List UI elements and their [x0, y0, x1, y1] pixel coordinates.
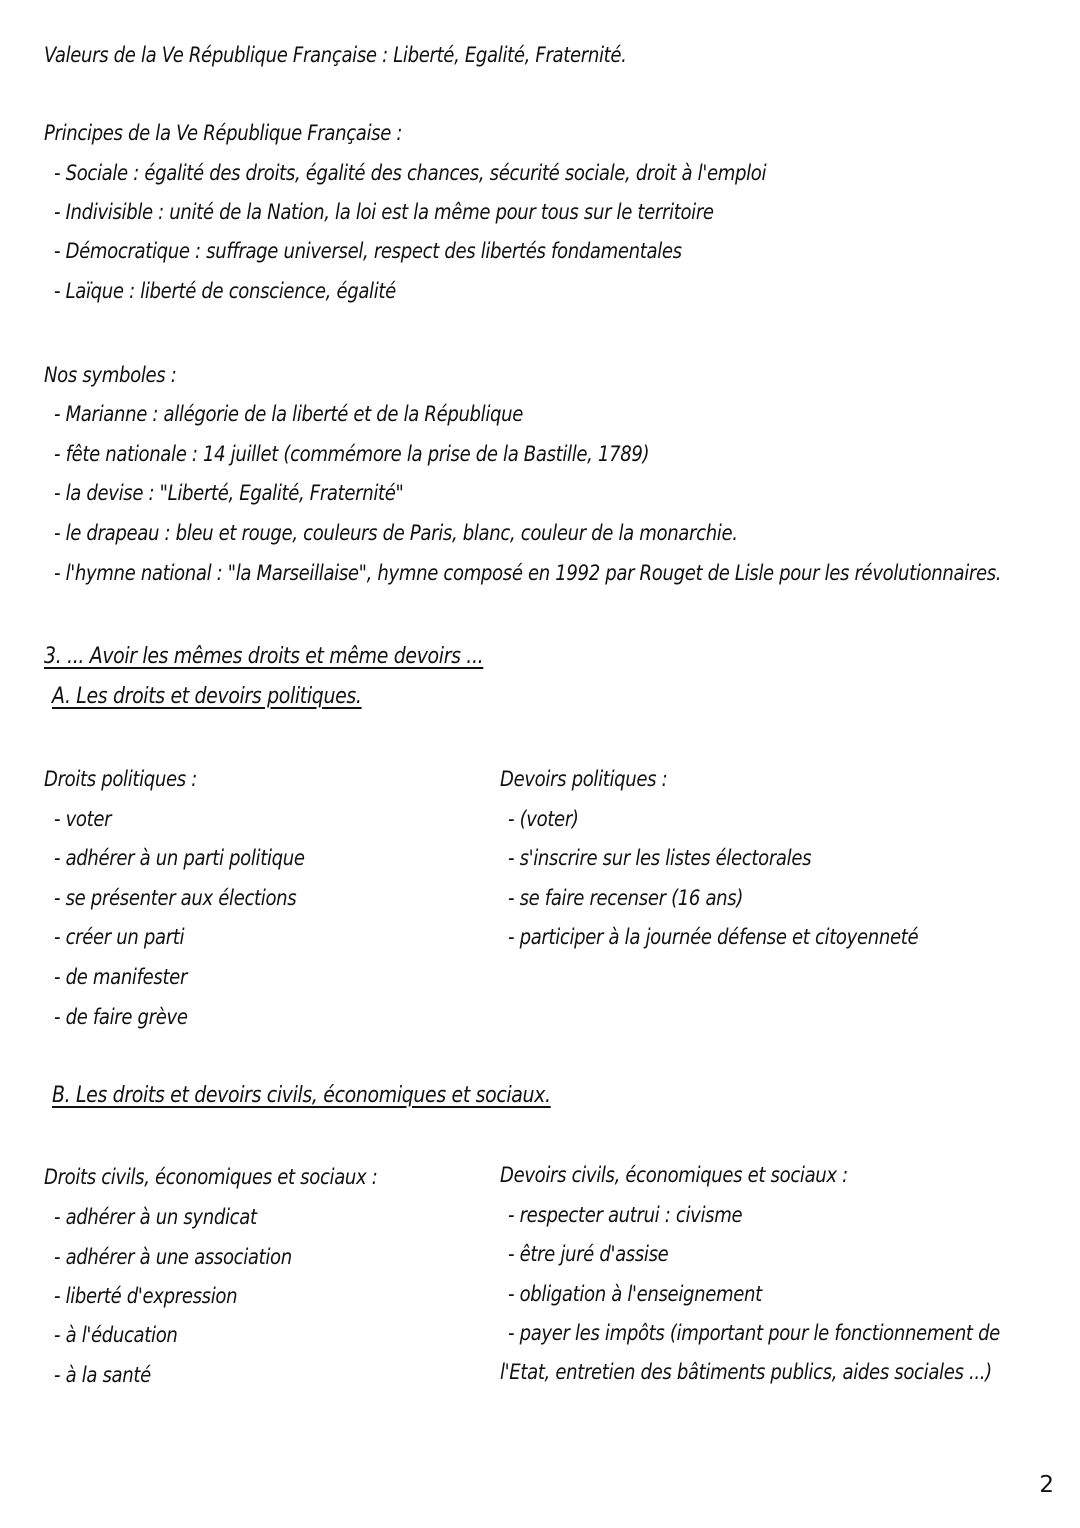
- page-number: 2: [1039, 1472, 1054, 1498]
- civil-right-item: - à l'éducation: [54, 1323, 178, 1347]
- symbol-item: - l'hymne national : "la Marseillaise", hymne composé en 1992 par Rouget de Lisle pour les révolutionnaires.: [54, 561, 1002, 585]
- principle-item: - Laïque : liberté de conscience, égalité: [54, 279, 396, 303]
- political-right-item: - de faire grève: [54, 1005, 188, 1029]
- principle-item: - Sociale : égalité des droits, égalité des chances, sécurité sociale, droit à l'emploi: [54, 161, 767, 185]
- subsection-b-heading: B. Les droits et devoirs civils, économiques et sociaux.: [52, 1083, 551, 1108]
- values-line: Valeurs de la Ve République Française : Liberté, Egalité, Fraternité.: [44, 43, 627, 67]
- section-3-heading: 3. ... Avoir les mêmes droits et même devoirs ...: [44, 644, 484, 669]
- political-duty-item: - se faire recenser (16 ans): [508, 886, 744, 910]
- political-rights-title: Droits politiques :: [44, 767, 197, 791]
- civil-rights-title: Droits civils, économiques et sociaux :: [44, 1165, 378, 1189]
- political-duty-item: - (voter): [508, 807, 579, 831]
- symbol-item: - la devise : "Liberté, Egalité, Fraternité": [54, 481, 404, 505]
- political-right-item: - voter: [54, 807, 112, 831]
- civil-duty-item: - respecter autrui : civisme: [508, 1203, 743, 1227]
- principle-item: - Démocratique : suffrage universel, respect des libertés fondamentales: [54, 239, 682, 263]
- symbols-title: Nos symboles :: [44, 363, 177, 387]
- subsection-a-heading: A. Les droits et devoirs politiques.: [52, 684, 362, 709]
- civil-duty-item: - être juré d'assise: [508, 1242, 669, 1266]
- symbol-item: - le drapeau : bleu et rouge, couleurs de Paris, blanc, couleur de la monarchie.: [54, 521, 738, 545]
- principle-item: - Indivisible : unité de la Nation, la loi est la même pour tous sur le territoire: [54, 200, 714, 224]
- political-duties-title: Devoirs politiques :: [500, 767, 668, 791]
- symbol-item: - Marianne : allégorie de la liberté et de la République: [54, 402, 524, 426]
- civil-right-item: - à la santé: [54, 1363, 151, 1387]
- civil-duties-title: Devoirs civils, économiques et sociaux :: [500, 1163, 848, 1187]
- political-duty-item: - participer à la journée défense et citoyenneté: [508, 925, 919, 949]
- civil-right-item: - liberté d'expression: [54, 1284, 238, 1308]
- political-duty-item: - s'inscrire sur les listes électorales: [508, 846, 812, 870]
- civil-duty-item: - payer les impôts (important pour le fonctionnement de: [508, 1321, 1000, 1345]
- political-right-item: - se présenter aux élections: [54, 886, 297, 910]
- civil-duty-item: - obligation à l'enseignement: [508, 1282, 762, 1306]
- political-right-item: - créer un parti: [54, 925, 185, 949]
- civil-right-item: - adhérer à un syndicat: [54, 1205, 257, 1229]
- political-right-item: - de manifester: [54, 965, 188, 989]
- civil-right-item: - adhérer à une association: [54, 1245, 292, 1269]
- civil-duty-item: l'Etat, entretien des bâtiments publics, aides sociales ...): [500, 1360, 992, 1384]
- symbol-item: - fête nationale : 14 juillet (commémore la prise de la Bastille, 1789): [54, 442, 650, 466]
- political-right-item: - adhérer à un parti politique: [54, 846, 305, 870]
- principles-title: Principes de la Ve République Française :: [44, 121, 403, 145]
